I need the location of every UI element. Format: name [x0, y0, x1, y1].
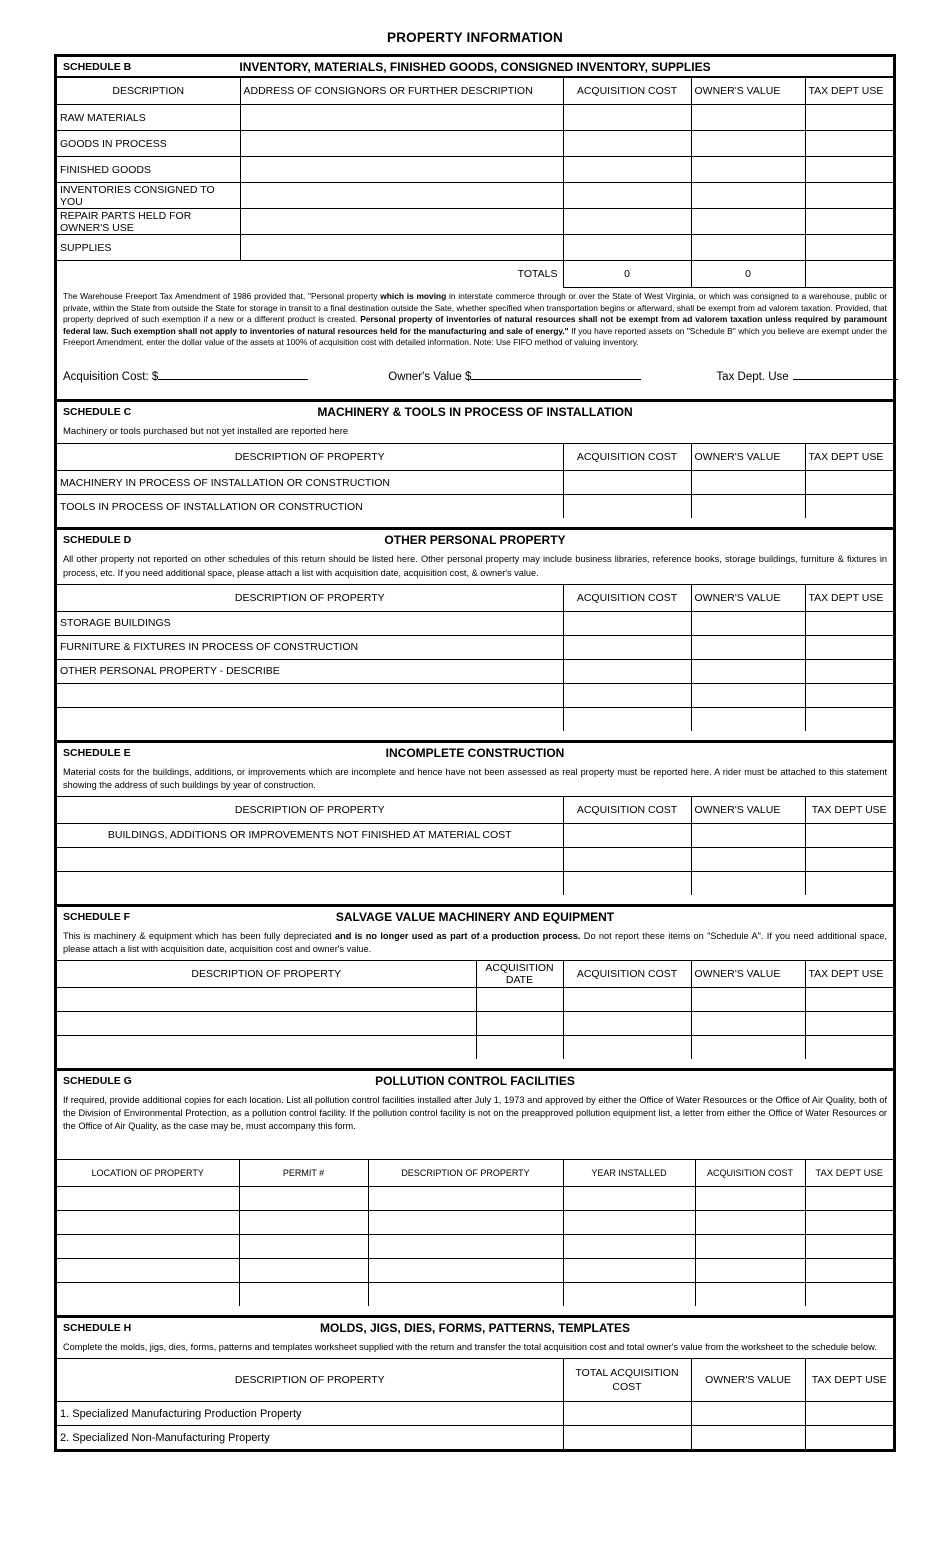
- column-header-permit: PERMIT #: [239, 1160, 368, 1187]
- cell-owners-value[interactable]: [691, 847, 805, 871]
- summary-acquisition-cost-label: Acquisition Cost: $: [63, 370, 159, 383]
- table-row: [57, 157, 893, 183]
- cell-owners-value[interactable]: [691, 495, 805, 519]
- summary-acquisition-cost-input[interactable]: [158, 367, 308, 380]
- row-label-machinery-in-process: MACHINERY IN PROCESS OF INSTALLATION OR CONSTRUCTION: [57, 471, 563, 495]
- row-label-supplies: SUPPLIES: [57, 235, 240, 261]
- cell-tax-dept-use[interactable]: [805, 1211, 893, 1235]
- schedule-d-section: [57, 530, 893, 742]
- column-header-tax-dept-use: TAX DEPT USE: [805, 796, 893, 823]
- schedule-h-note: Complete the molds, jigs, dies, forms, patterns and templates worksheet supplied with the return and transfer the total acquisition cost and total owner's value from the worksheet to the schedule below.: [63, 1342, 877, 1353]
- cell-owners-value[interactable]: [691, 1426, 805, 1450]
- schedule-c-title: MACHINERY & TOOLS IN PROCESS OF INSTALLATION: [317, 404, 633, 419]
- table-row: [57, 847, 893, 871]
- table-row: [57, 1011, 893, 1035]
- cell-acquisition-cost[interactable]: [563, 635, 691, 659]
- schedule-f-section: [57, 907, 893, 1071]
- schedule-d-banner: [57, 530, 893, 550]
- cell-acquisition-cost[interactable]: [695, 1283, 805, 1307]
- cell-acquisition-cost[interactable]: [563, 707, 691, 731]
- cell-tax-dept-use[interactable]: [805, 183, 893, 209]
- schedule-e-title: INCOMPLETE CONSTRUCTION: [385, 745, 565, 760]
- cell-permit[interactable]: [239, 1283, 368, 1307]
- cell-acquisition-cost[interactable]: [695, 1187, 805, 1211]
- table-row: [57, 1259, 893, 1283]
- schedule-h-title: MOLDS, JIGS, DIES, FORMS, PATTERNS, TEMPLATES: [319, 1321, 631, 1336]
- table-header-row: [57, 1359, 893, 1402]
- table-header-row: [57, 960, 893, 987]
- cell-tax-dept-use[interactable]: [805, 471, 893, 495]
- cell-tax-dept-use[interactable]: [805, 1426, 893, 1450]
- cell-address[interactable]: [240, 131, 563, 157]
- cell-year-installed[interactable]: [563, 1283, 695, 1307]
- cell-tax-dept-use[interactable]: [805, 1235, 893, 1259]
- row-label-finished-goods: FINISHED GOODS: [57, 157, 240, 183]
- cell-description[interactable]: [368, 1283, 563, 1307]
- form-frame: [54, 54, 896, 1452]
- column-header-tax-dept-use: TAX DEPT USE: [805, 1160, 893, 1187]
- schedule-e-note: Material costs for the buildings, additions, or improvements which are incomplete and hence have not been assessed as real property must be reported here. A rider must be attached to this statement showing the address of such buildings by year of construction.: [63, 766, 887, 790]
- cell-tax-dept-use[interactable]: [805, 683, 893, 707]
- cell-tax-dept-use[interactable]: [805, 611, 893, 635]
- schedule-b-banner: [57, 57, 893, 77]
- summary-tax-dept-use-input[interactable]: [793, 367, 898, 380]
- schedule-h-table: [57, 1358, 893, 1449]
- column-header-owners-value: OWNER'S VALUE: [691, 584, 805, 611]
- table-row: [57, 1035, 893, 1059]
- table-row: [57, 131, 893, 157]
- table-row: [57, 235, 893, 261]
- schedule-g-banner: [57, 1071, 893, 1091]
- schedule-g-id: SCHEDULE G: [63, 1074, 132, 1087]
- cell-owners-value[interactable]: [691, 471, 805, 495]
- summary-acquisition-cost: [63, 367, 308, 383]
- totals-acquisition-cost: 0: [563, 261, 691, 288]
- cell-owners-value[interactable]: [691, 131, 805, 157]
- row-label-inventories-consigned: INVENTORIES CONSIGNED TO YOU: [57, 183, 240, 209]
- schedule-b-table: [57, 77, 893, 288]
- column-header-acquisition-cost: ACQUISITION COST: [563, 796, 691, 823]
- cell-owners-value[interactable]: [691, 611, 805, 635]
- column-header-acquisition-cost: ACQUISITION COST: [563, 78, 691, 105]
- cell-year-installed[interactable]: [563, 1259, 695, 1283]
- cell-acquisition-cost[interactable]: [695, 1259, 805, 1283]
- cell-tax-dept-use[interactable]: [805, 1011, 893, 1035]
- totals-filler: [57, 261, 240, 288]
- schedule-d-id: SCHEDULE D: [63, 534, 132, 547]
- column-header-description: DESCRIPTION OF PROPERTY: [368, 1160, 563, 1187]
- schedule-b-section: [57, 57, 893, 402]
- schedule-h-id: SCHEDULE H: [63, 1322, 132, 1335]
- table-row: [57, 183, 893, 209]
- schedule-d-title: OTHER PERSONAL PROPERTY: [384, 533, 566, 548]
- total-acq-line2: COST: [612, 1381, 642, 1394]
- row-label-specialized-non-manufacturing: 2. Specialized Non-Manufacturing Property: [57, 1426, 563, 1450]
- schedule-d-spacer: [57, 731, 893, 740]
- table-row: [57, 659, 893, 683]
- table-header-row: [57, 796, 893, 823]
- cell-owners-value[interactable]: [691, 823, 805, 847]
- cell-owners-value[interactable]: [691, 707, 805, 731]
- table-row: [57, 707, 893, 731]
- table-row: [57, 105, 893, 131]
- cell-permit[interactable]: [239, 1211, 368, 1235]
- cell-owners-value[interactable]: [691, 987, 805, 1011]
- column-header-owners-value: OWNER'S VALUE: [691, 1359, 805, 1402]
- table-row: [57, 471, 893, 495]
- cell-acquisition-cost[interactable]: [563, 611, 691, 635]
- cell-acquisition-cost[interactable]: [563, 1035, 691, 1059]
- cell-owners-value[interactable]: [691, 209, 805, 235]
- row-label-tools-in-process: TOOLS IN PROCESS OF INSTALLATION OR CONSTRUCTION: [57, 495, 563, 519]
- cell-owners-value[interactable]: [691, 183, 805, 209]
- freeport-amendment-note: [57, 288, 893, 353]
- column-header-description: DESCRIPTION OF PROPERTY: [57, 1359, 563, 1402]
- cell-tax-dept-use[interactable]: [805, 707, 893, 731]
- column-header-year-installed: YEAR INSTALLED: [563, 1160, 695, 1187]
- column-header-owners-value: OWNER'S VALUE: [691, 796, 805, 823]
- cell-tax-dept-use[interactable]: [805, 847, 893, 871]
- cell-tax-dept-use[interactable]: [805, 987, 893, 1011]
- cell-owners-value[interactable]: [691, 683, 805, 707]
- freeport-text-1: The Warehouse Freeport Tax Amendment of 1986 provided that, "Personal property: [63, 291, 381, 301]
- table-row: [57, 1235, 893, 1259]
- table-header-row: [57, 1160, 893, 1187]
- cell-description[interactable]: [368, 1187, 563, 1211]
- column-header-location: LOCATION OF PROPERTY: [57, 1160, 239, 1187]
- column-header-description: DESCRIPTION OF PROPERTY: [57, 796, 563, 823]
- summary-owners-value-label: Owner's Value $: [388, 370, 472, 383]
- column-header-owners-value: OWNER'S VALUE: [691, 78, 805, 105]
- cell-acquisition-cost[interactable]: [695, 1211, 805, 1235]
- table-header-row: [57, 584, 893, 611]
- row-label-raw-materials: RAW MATERIALS: [57, 105, 240, 131]
- schedule-g-title: POLLUTION CONTROL FACILITIES: [375, 1073, 575, 1088]
- column-header-acquisition-cost: ACQUISITION COST: [563, 584, 691, 611]
- summary-owners-value-input[interactable]: [471, 367, 641, 380]
- cell-tax-dept-use[interactable]: [805, 1283, 893, 1307]
- table-row: [57, 495, 893, 519]
- cell-year-installed[interactable]: [563, 1235, 695, 1259]
- cell-address[interactable]: [240, 209, 563, 235]
- schedule-g-spacer: [57, 1306, 893, 1315]
- totals-tax-dept-use[interactable]: [805, 261, 893, 288]
- summary-tax-dept-use-label: Tax Dept. Use: [716, 370, 789, 383]
- cell-tax-dept-use[interactable]: [805, 1259, 893, 1283]
- cell-tax-dept-use[interactable]: [805, 871, 893, 895]
- cell-acquisition-cost[interactable]: [563, 209, 691, 235]
- cell-owners-value[interactable]: [691, 871, 805, 895]
- row-label-storage-buildings: STORAGE BUILDINGS: [57, 611, 563, 635]
- schedule-f-banner: [57, 907, 893, 927]
- cell-owners-value[interactable]: [691, 659, 805, 683]
- schedule-e-banner: [57, 743, 893, 763]
- cell-location[interactable]: [57, 1283, 239, 1307]
- cell-acquisition-date[interactable]: [476, 987, 563, 1011]
- cell-acquisition-cost[interactable]: [563, 1011, 691, 1035]
- cell-tax-dept-use[interactable]: [805, 823, 893, 847]
- schedule-g-section: [57, 1071, 893, 1318]
- schedule-f-title: SALVAGE VALUE MACHINERY AND EQUIPMENT: [335, 909, 615, 924]
- cell-address[interactable]: [240, 183, 563, 209]
- totals-owners-value: 0: [691, 261, 805, 288]
- cell-tax-dept-use[interactable]: [805, 235, 893, 261]
- schedule-f-note-1: This is machinery & equipment which has been fully depreciated: [63, 930, 336, 941]
- table-row: [57, 1187, 893, 1211]
- cell-tax-dept-use[interactable]: [805, 131, 893, 157]
- schedule-f-note-bold: and is no longer used as part of a production process.: [335, 930, 581, 941]
- row-label-repair-parts: REPAIR PARTS HELD FOR OWNER'S USE: [57, 209, 240, 235]
- table-row: [57, 683, 893, 707]
- schedule-c-id: SCHEDULE C: [63, 405, 132, 418]
- page-title: PROPERTY INFORMATION: [386, 30, 563, 45]
- column-header-acquisition-date: ACQUISITION DATE: [476, 960, 563, 987]
- cell-tax-dept-use[interactable]: [805, 659, 893, 683]
- table-row: [57, 611, 893, 635]
- cell-acquisition-date[interactable]: [476, 1011, 563, 1035]
- cell-description[interactable]: [57, 871, 563, 895]
- schedule-c-table: [57, 443, 893, 518]
- cell-location[interactable]: [57, 1211, 239, 1235]
- cell-address[interactable]: [240, 157, 563, 183]
- cell-acquisition-cost[interactable]: [563, 659, 691, 683]
- table-row: [57, 635, 893, 659]
- row-label-furniture-fixtures: FURNITURE & FIXTURES IN PROCESS OF CONSTRUCTION: [57, 635, 563, 659]
- table-row: [57, 1402, 893, 1426]
- total-acq-line1: TOTAL ACQUISITION: [575, 1366, 679, 1379]
- cell-tax-dept-use[interactable]: [805, 105, 893, 131]
- column-header-owners-value: OWNER'S VALUE: [691, 960, 805, 987]
- schedule-e-section: [57, 743, 893, 907]
- row-label-goods-in-process: GOODS IN PROCESS: [57, 131, 240, 157]
- table-row: [57, 1283, 893, 1307]
- cell-owners-value[interactable]: [691, 635, 805, 659]
- cell-description[interactable]: [57, 847, 563, 871]
- cell-acquisition-cost[interactable]: [563, 495, 691, 519]
- schedule-f-id: SCHEDULE F: [63, 910, 131, 923]
- cell-acquisition-cost[interactable]: [563, 847, 691, 871]
- column-header-description: DESCRIPTION OF PROPERTY: [57, 960, 476, 987]
- cell-address[interactable]: [240, 105, 563, 131]
- cell-acquisition-cost[interactable]: [563, 823, 691, 847]
- cell-acquisition-cost[interactable]: [563, 683, 691, 707]
- schedule-b-id: SCHEDULE B: [63, 60, 132, 73]
- freeport-bold-1: which is moving: [380, 291, 447, 301]
- freeport-text-2: in interstate commerce through or over the State of West Virginia, or which was consigned to a warehouse, public or private, within the State from outside the State for storage in transit to a final destination outside the Sate, whether specified when transportation begins or afterward, shall be exempt from ad valorem taxation. Provided, that property deprived of such exemption if a new or a different product is created.: [63, 291, 887, 325]
- column-header-acquisition-cost: ACQUISITION COST: [695, 1160, 805, 1187]
- cell-description[interactable]: [368, 1259, 563, 1283]
- cell-tax-dept-use[interactable]: [805, 1035, 893, 1059]
- table-header-row: [57, 78, 893, 105]
- cell-owners-value[interactable]: [691, 1402, 805, 1426]
- cell-location[interactable]: [57, 1259, 239, 1283]
- column-header-description: DESCRIPTION OF PROPERTY: [57, 444, 563, 471]
- schedule-b-title: INVENTORY, MATERIALS, FINISHED GOODS, CONSIGNED INVENTORY, SUPPLIES: [239, 59, 711, 74]
- cell-description[interactable]: [57, 1011, 476, 1035]
- summary-owners-value: [388, 367, 641, 383]
- cell-total-acquisition-cost[interactable]: [563, 1426, 691, 1450]
- cell-acquisition-cost[interactable]: [563, 871, 691, 895]
- column-header-tax-dept-use: TAX DEPT USE: [805, 444, 893, 471]
- row-label-specialized-manufacturing: 1. Specialized Manufacturing Production Property: [57, 1402, 563, 1426]
- column-header-tax-dept-use: TAX DEPT USE: [805, 78, 893, 105]
- column-header-tax-dept-use: TAX DEPT USE: [805, 584, 893, 611]
- table-row: [57, 1426, 893, 1450]
- cell-description[interactable]: [57, 683, 563, 707]
- schedule-e-id: SCHEDULE E: [63, 746, 131, 759]
- schedule-c-banner: [57, 402, 893, 422]
- schedule-g-table: [57, 1159, 893, 1306]
- cell-owners-value[interactable]: [691, 1011, 805, 1035]
- cell-acquisition-cost[interactable]: [563, 235, 691, 261]
- schedule-f-note-2: Do not report these items on "Schedule A". If you need additional space, please attach a list with acquisition date, acquisition cost and owner's value.: [63, 930, 887, 954]
- schedule-e-table: [57, 796, 893, 895]
- cell-owners-value[interactable]: [691, 105, 805, 131]
- row-label-other-personal-property: OTHER PERSONAL PROPERTY - DESCRIBE: [57, 659, 563, 683]
- cell-tax-dept-use[interactable]: [805, 635, 893, 659]
- column-header-address: ADDRESS OF CONSIGNORS OR FURTHER DESCRIPTION: [240, 78, 563, 105]
- cell-acquisition-cost[interactable]: [563, 131, 691, 157]
- schedule-f-note: [57, 927, 893, 960]
- column-header-description: DESCRIPTION: [57, 78, 240, 105]
- cell-owners-value[interactable]: [691, 157, 805, 183]
- cell-tax-dept-use[interactable]: [805, 1187, 893, 1211]
- column-header-tax-dept-use: TAX DEPT USE: [805, 960, 893, 987]
- cell-acquisition-cost[interactable]: [563, 183, 691, 209]
- column-header-owners-value: OWNER'S VALUE: [691, 444, 805, 471]
- cell-permit[interactable]: [239, 1259, 368, 1283]
- schedule-f-table: [57, 960, 893, 1059]
- schedule-h-banner: [57, 1318, 893, 1338]
- cell-acquisition-cost[interactable]: [695, 1235, 805, 1259]
- column-header-total-acquisition-cost: [563, 1359, 691, 1402]
- schedule-c-note: Machinery or tools purchased but not yet installed are reported here: [63, 425, 349, 437]
- column-header-acquisition-cost: ACQUISITION COST: [563, 960, 691, 987]
- cell-description[interactable]: [368, 1235, 563, 1259]
- totals-label: TOTALS: [240, 261, 563, 288]
- table-row: [57, 987, 893, 1011]
- table-row: [57, 209, 893, 235]
- cell-year-installed[interactable]: [563, 1211, 695, 1235]
- totals-row: [57, 261, 893, 288]
- cell-owners-value[interactable]: [691, 235, 805, 261]
- row-label-buildings-additions: BUILDINGS, ADDITIONS OR IMPROVEMENTS NOT FINISHED AT MATERIAL COST: [57, 823, 563, 847]
- table-row: [57, 871, 893, 895]
- summary-tax-dept-use: [716, 367, 897, 383]
- cell-year-installed[interactable]: [563, 1187, 695, 1211]
- table-row: [57, 1211, 893, 1235]
- schedule-c-section: [57, 402, 893, 530]
- column-header-acquisition-cost: ACQUISITION COST: [563, 444, 691, 471]
- column-header-tax-dept-use: TAX DEPT USE: [805, 1359, 893, 1402]
- cell-location[interactable]: [57, 1235, 239, 1259]
- cell-description[interactable]: [57, 707, 563, 731]
- cell-tax-dept-use[interactable]: [805, 209, 893, 235]
- cell-acquisition-cost[interactable]: [563, 157, 691, 183]
- cell-permit[interactable]: [239, 1187, 368, 1211]
- cell-permit[interactable]: [239, 1235, 368, 1259]
- cell-tax-dept-use[interactable]: [805, 1402, 893, 1426]
- cell-location[interactable]: [57, 1187, 239, 1211]
- cell-tax-dept-use[interactable]: [805, 157, 893, 183]
- schedule-g-note: If required, provide additional copies for each location. List all pollution control facilities installed after July 1, 1973 and approved by either the Office of Water Resources or the Office of Air Quality, both of the Division of Environmental Protection, as a pollution control facility. If the pollution control facility is not on the preapproved pollution equipment list, a letter from either the Office of Water Resources or the Office of Air Quality, as the case may be, must accompany this form.: [63, 1094, 887, 1131]
- cell-acquisition-cost[interactable]: [563, 987, 691, 1011]
- cell-address[interactable]: [240, 235, 563, 261]
- cell-description[interactable]: [57, 1035, 476, 1059]
- table-header-row: [57, 444, 893, 471]
- cell-acquisition-cost[interactable]: [563, 105, 691, 131]
- schedule-b-summary-row: [57, 353, 893, 399]
- cell-tax-dept-use[interactable]: [805, 495, 893, 519]
- cell-description[interactable]: [57, 987, 476, 1011]
- cell-total-acquisition-cost[interactable]: [563, 1402, 691, 1426]
- cell-owners-value[interactable]: [691, 1035, 805, 1059]
- schedule-d-table: [57, 584, 893, 731]
- column-header-description: DESCRIPTION OF PROPERTY: [57, 584, 563, 611]
- schedule-h-section: [57, 1318, 893, 1449]
- cell-description[interactable]: [368, 1211, 563, 1235]
- schedule-f-spacer: [57, 1059, 893, 1068]
- schedule-e-spacer: [57, 895, 893, 904]
- freeport-bold-2: Personal property of inventories of natural resources shall not be exempt from ad valorem taxation unless required by paramount federal law. Such exemption shall not apply to inventories of natural resources held for the manufacturing and sale of energy.": [63, 314, 887, 336]
- cell-acquisition-cost[interactable]: [563, 471, 691, 495]
- table-row: [57, 823, 893, 847]
- freeport-text-3: If you have reported assets on "Schedule B" which you believe are exempt under the Freeport Amendment, enter the dollar value of the assets at 100% of acquisition cost with detailed information. Note: Use FIFO method of valuing inventory.: [63, 325, 887, 348]
- schedule-d-note: All other property not reported on other schedules of this return should be listed here. Other personal property may include business libraries, reference books, storage buildings, furniture & fixtures in process, etc. If you need additional space, please attach a list with acquisition date, acquisition cost, & owner's value.: [63, 554, 887, 578]
- schedule-c-spacer: [57, 518, 893, 527]
- cell-acquisition-date[interactable]: [476, 1035, 563, 1059]
